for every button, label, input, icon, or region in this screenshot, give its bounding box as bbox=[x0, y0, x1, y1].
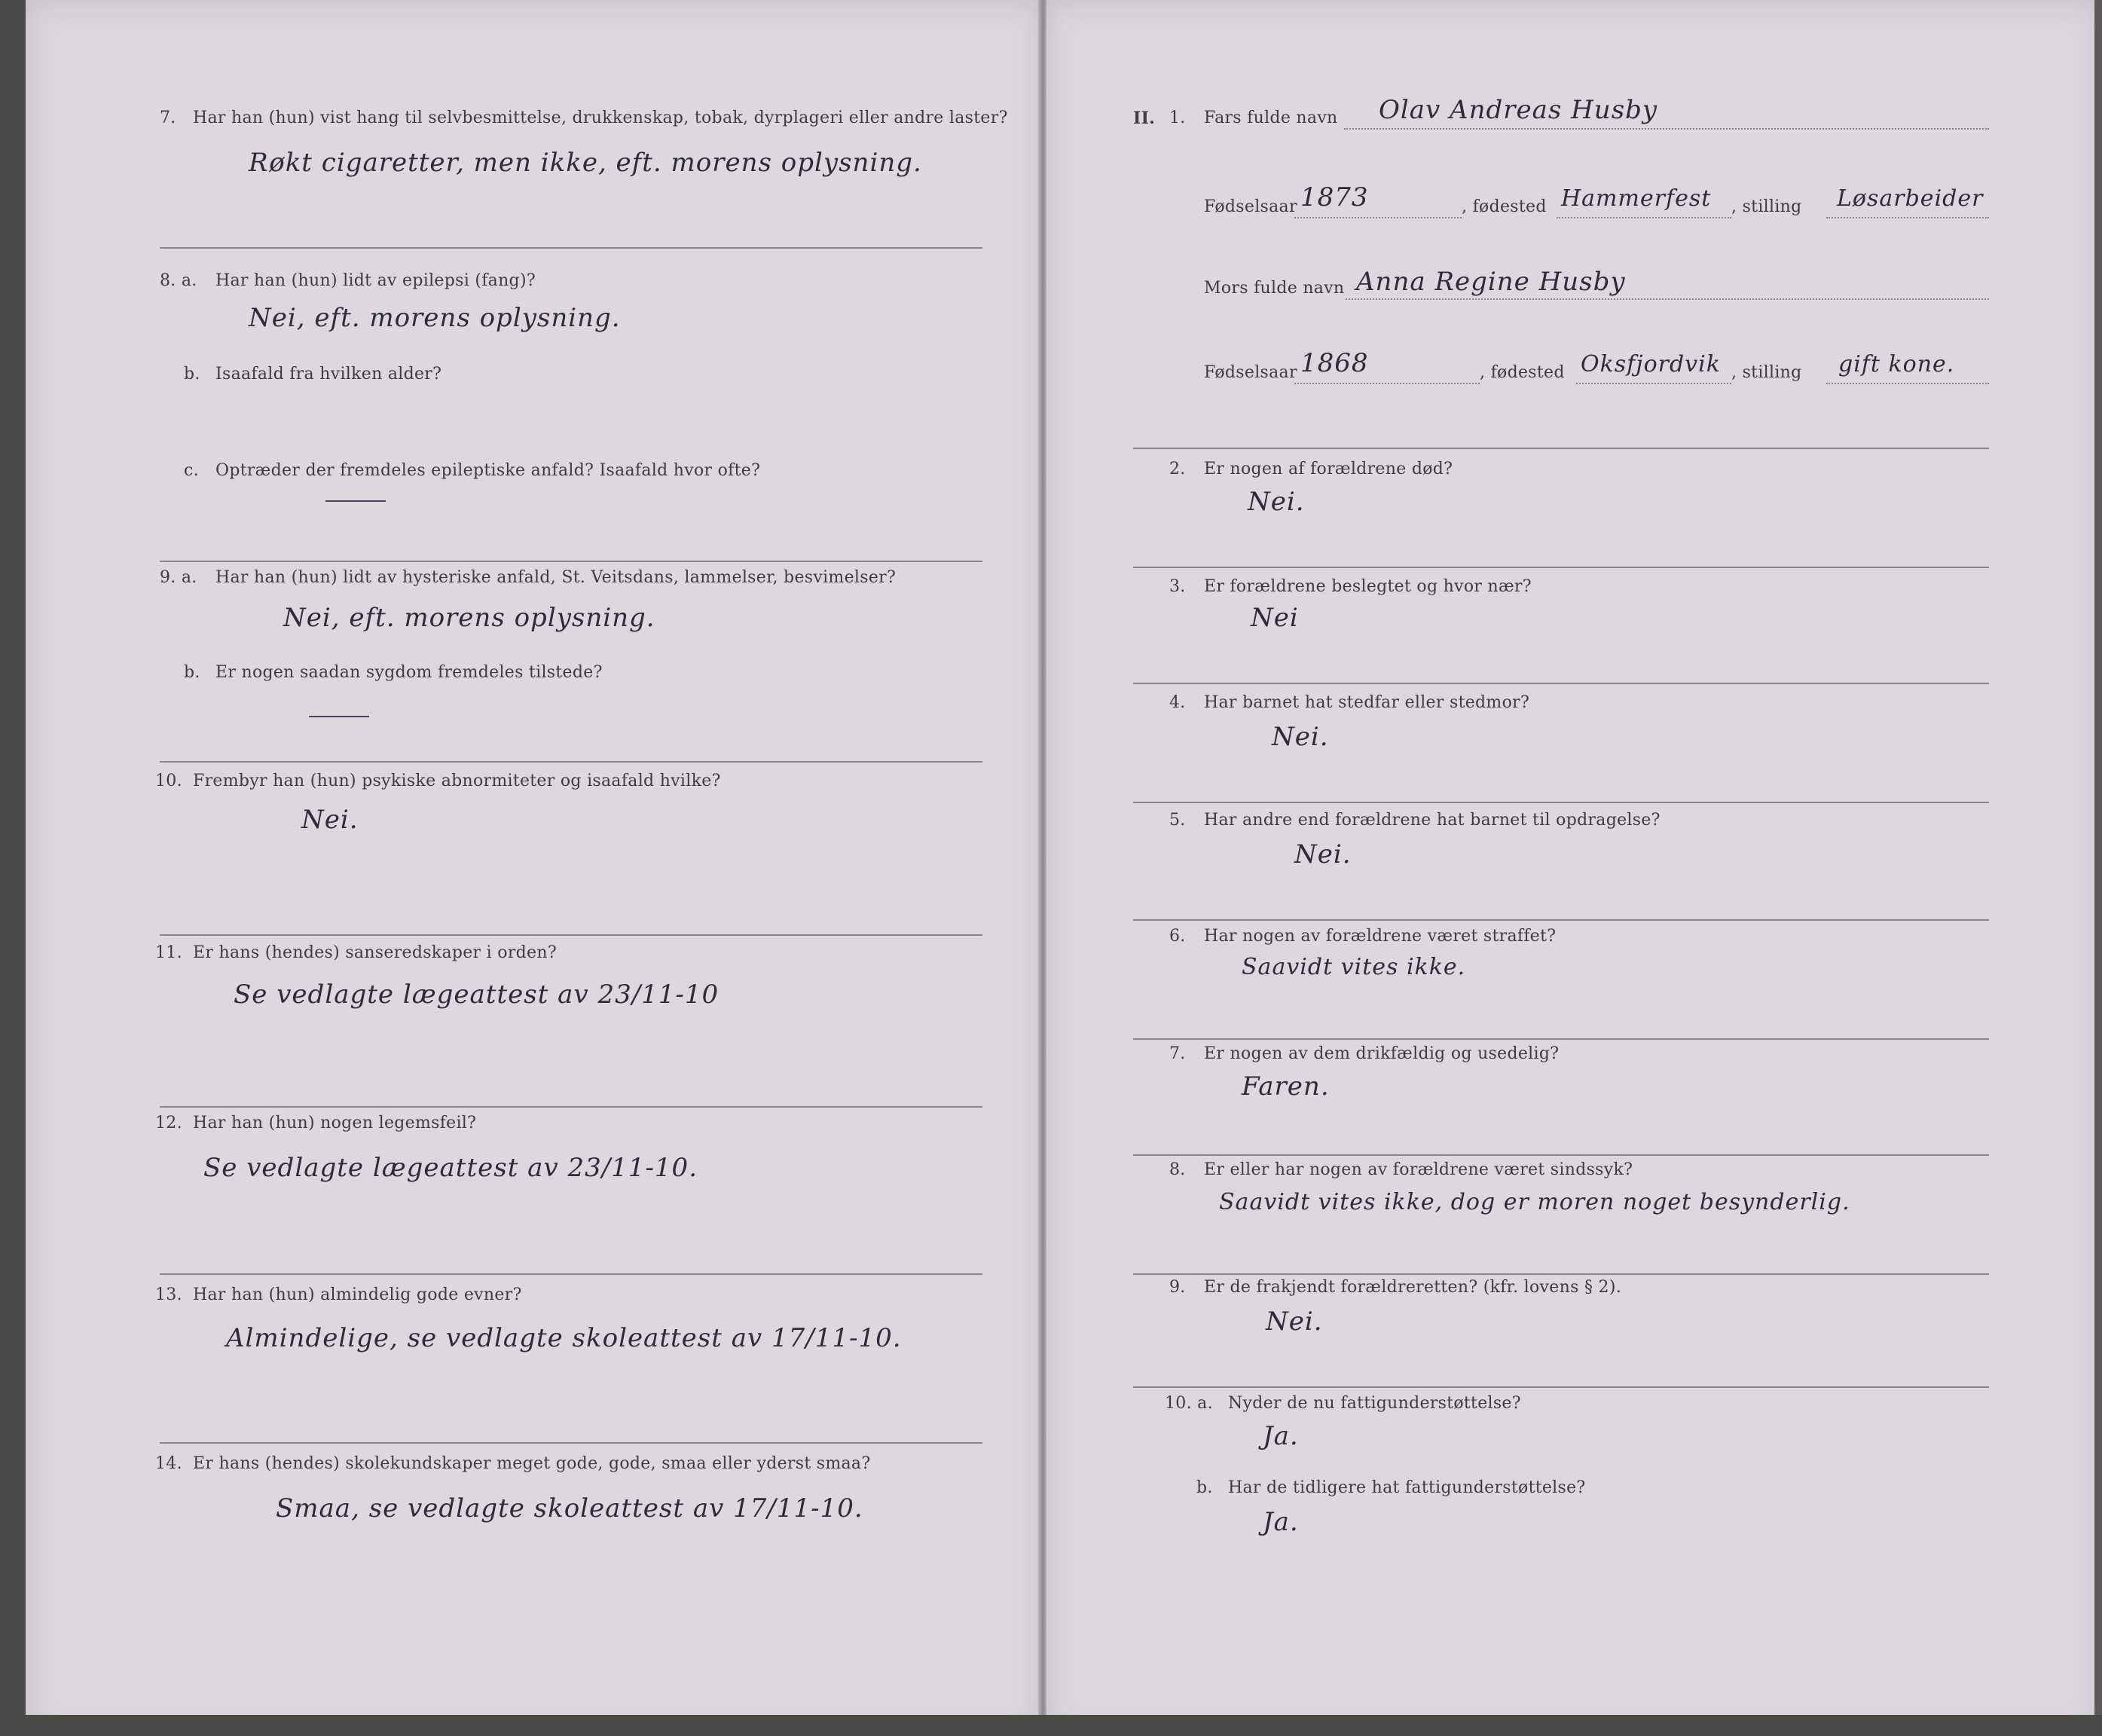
answer-9-right: Nei. bbox=[1266, 1307, 1323, 1337]
answer-13: Almindelige, se vedlagte skoleattest av 17/11-10. bbox=[226, 1323, 902, 1353]
mors-navn-label: Mors fulde navn bbox=[1204, 279, 1345, 298]
divider-line bbox=[160, 1442, 982, 1444]
question-number: 2. bbox=[1169, 460, 1186, 478]
fill-line bbox=[1294, 383, 1480, 384]
question-5-text: Har andre end forældrene hat barnet til opdragelse? bbox=[1204, 811, 1661, 830]
question-6-text: Har nogen av forældrene været straffet? bbox=[1204, 927, 1557, 946]
question-14-text: Er hans (hendes) skolekundskaper meget gode, gode, smaa eller yderst smaa? bbox=[193, 1454, 871, 1473]
mor-stilling-label: , stilling bbox=[1731, 363, 1802, 382]
question-9b-text: Er nogen saadan sygdom fremdeles tilstede? bbox=[215, 663, 603, 682]
answer-8a: Nei, eft. morens oplysning. bbox=[249, 303, 621, 333]
question-3-text: Er forældrene beslegtet og hvor nær? bbox=[1204, 577, 1532, 596]
right-page bbox=[1046, 0, 2102, 1736]
question-number: c. bbox=[184, 461, 199, 480]
answer-10: Nei. bbox=[301, 805, 359, 835]
far-fodested-value: Hammerfest bbox=[1561, 185, 1712, 212]
question-number: 12. bbox=[155, 1114, 182, 1132]
page-edge bbox=[2094, 0, 2102, 1736]
question-number: 8. a. bbox=[160, 271, 197, 290]
mor-fodselsaar-value: 1868 bbox=[1300, 348, 1369, 378]
far-fodested-label: , fødested bbox=[1462, 197, 1547, 216]
divider-line bbox=[1133, 448, 1989, 449]
section-number: II. bbox=[1133, 108, 1156, 128]
question-9-text: Er de frakjendt forældreretten? (kfr. lovens § 2). bbox=[1204, 1278, 1622, 1297]
divider-line bbox=[160, 1273, 982, 1275]
fars-navn-value: Olav Andreas Husby bbox=[1379, 95, 1658, 125]
divider-line bbox=[160, 1106, 982, 1108]
question-13-text: Har han (hun) almindelig gode evner? bbox=[193, 1285, 522, 1304]
answer-8-right: Saavidt vites ikke, dog er moren noget besynderlig. bbox=[1219, 1189, 1850, 1215]
divider-line bbox=[1133, 1273, 1989, 1275]
answer-12: Se vedlagte lægeattest av 23/11-10. bbox=[203, 1153, 698, 1183]
far-fodselsaar-label: Fødselsaar bbox=[1204, 197, 1297, 216]
question-number: 7. bbox=[160, 108, 176, 127]
question-number: 7. bbox=[1169, 1044, 1186, 1063]
question-7-text: Har han (hun) vist hang til selvbesmittelse, drukkenskap, tobak, dyrplageri eller andre laster? bbox=[193, 108, 1008, 127]
fars-navn-label: Fars fulde navn bbox=[1204, 108, 1338, 127]
answer-10a: Ja. bbox=[1263, 1421, 1299, 1451]
fill-line bbox=[1294, 217, 1462, 219]
far-stilling-label: , stilling bbox=[1731, 197, 1802, 216]
question-number: 13. bbox=[155, 1285, 182, 1304]
far-stilling-value: Løsarbeider bbox=[1837, 185, 1984, 212]
divider-line bbox=[1133, 919, 1989, 921]
answer-9a: Nei, eft. morens oplysning. bbox=[283, 603, 655, 633]
divider-line bbox=[160, 247, 982, 249]
question-12-text: Har han (hun) nogen legemsfeil? bbox=[193, 1114, 477, 1132]
mor-stilling-value: gift kone. bbox=[1838, 351, 1955, 377]
answer-7: Røkt cigaretter, men ikke, eft. morens oplysning. bbox=[249, 148, 922, 178]
question-number: b. bbox=[1196, 1478, 1213, 1497]
question-2-text: Er nogen af forældrene død? bbox=[1204, 460, 1453, 478]
answer-10b: Ja. bbox=[1263, 1507, 1299, 1537]
divider-line bbox=[160, 561, 982, 562]
question-7-text: Er nogen av dem drikfældig og usedelig? bbox=[1204, 1044, 1560, 1063]
question-number: 10. bbox=[155, 772, 182, 790]
answer-11: Se vedlagte lægeattest av 23/11-10 bbox=[234, 980, 720, 1010]
mors-navn-value: Anna Regine Husby bbox=[1356, 267, 1626, 297]
answer-4: Nei. bbox=[1272, 722, 1329, 752]
question-8-text: Er eller har nogen av forældrene været sindssyk? bbox=[1204, 1160, 1633, 1179]
fill-line bbox=[1557, 217, 1731, 219]
question-9a-text: Har han (hun) lidt av hysteriske anfald, St. Veitsdans, lammelser, besvimelser? bbox=[215, 568, 897, 587]
question-10a-text: Nyder de nu fattigunderstøttelse? bbox=[1228, 1394, 1521, 1413]
answer-2: Nei. bbox=[1248, 487, 1305, 517]
fill-line bbox=[1576, 383, 1731, 384]
question-10-text: Frembyr han (hun) psykiske abnormiteter og isaafald hvilke? bbox=[193, 772, 721, 790]
question-number: b. bbox=[184, 663, 200, 682]
fill-line bbox=[1826, 217, 1989, 219]
question-8a-text: Har han (hun) lidt av epilepsi (fang)? bbox=[215, 271, 536, 290]
answer-14: Smaa, se vedlagte skoleattest av 17/11-10. bbox=[276, 1493, 863, 1524]
far-fodselsaar-value: 1873 bbox=[1300, 182, 1369, 212]
question-number: 9. a. bbox=[160, 568, 197, 587]
left-page bbox=[26, 0, 1042, 1736]
divider-line bbox=[1133, 1038, 1989, 1040]
question-8b-text: Isaafald fra hvilken alder? bbox=[215, 365, 442, 384]
question-number: 5. bbox=[1169, 811, 1186, 830]
mor-fodested-value: Oksfjordvik bbox=[1581, 351, 1721, 377]
question-number: 4. bbox=[1169, 693, 1186, 712]
question-number: 14. bbox=[155, 1454, 182, 1473]
divider-line bbox=[160, 934, 982, 936]
mor-fodested-label: , fødested bbox=[1480, 363, 1565, 382]
divider-line bbox=[1133, 683, 1989, 684]
question-10b-text: Har de tidligere hat fattigunderstøttelse? bbox=[1228, 1478, 1586, 1497]
divider-line bbox=[1133, 802, 1989, 803]
answer-3: Nei bbox=[1251, 603, 1299, 633]
question-number: 11. bbox=[155, 943, 182, 962]
divider-line bbox=[1133, 1154, 1989, 1156]
question-number: 10. a. bbox=[1165, 1394, 1213, 1413]
question-number: 1. bbox=[1169, 108, 1186, 127]
answer-5: Nei. bbox=[1294, 839, 1352, 870]
question-number: 6. bbox=[1169, 927, 1186, 946]
question-number: b. bbox=[184, 365, 200, 384]
divider-line bbox=[1133, 567, 1989, 568]
scan-border bbox=[0, 1715, 2102, 1736]
question-4-text: Har barnet hat stedfar eller stedmor? bbox=[1204, 693, 1530, 712]
fill-line bbox=[1346, 298, 1989, 300]
fill-line bbox=[1826, 383, 1989, 384]
question-8c-text: Optræder der fremdeles epileptiske anfald? Isaafald hvor ofte? bbox=[215, 461, 761, 480]
question-number: 3. bbox=[1169, 577, 1186, 596]
question-number: 9. bbox=[1169, 1278, 1186, 1297]
answer-6: Saavidt vites ikke. bbox=[1242, 954, 1466, 980]
divider-line bbox=[160, 761, 982, 763]
fill-line bbox=[1344, 128, 1989, 130]
divider-line bbox=[1133, 1386, 1989, 1388]
question-11-text: Er hans (hendes) sanseredskaper i orden? bbox=[193, 943, 557, 962]
question-number: 8. bbox=[1169, 1160, 1186, 1179]
blank-dash bbox=[325, 500, 386, 502]
mor-fodselsaar-label: Fødselsaar bbox=[1204, 363, 1297, 382]
blank-dash bbox=[309, 716, 369, 717]
answer-7-right: Faren. bbox=[1242, 1071, 1330, 1102]
